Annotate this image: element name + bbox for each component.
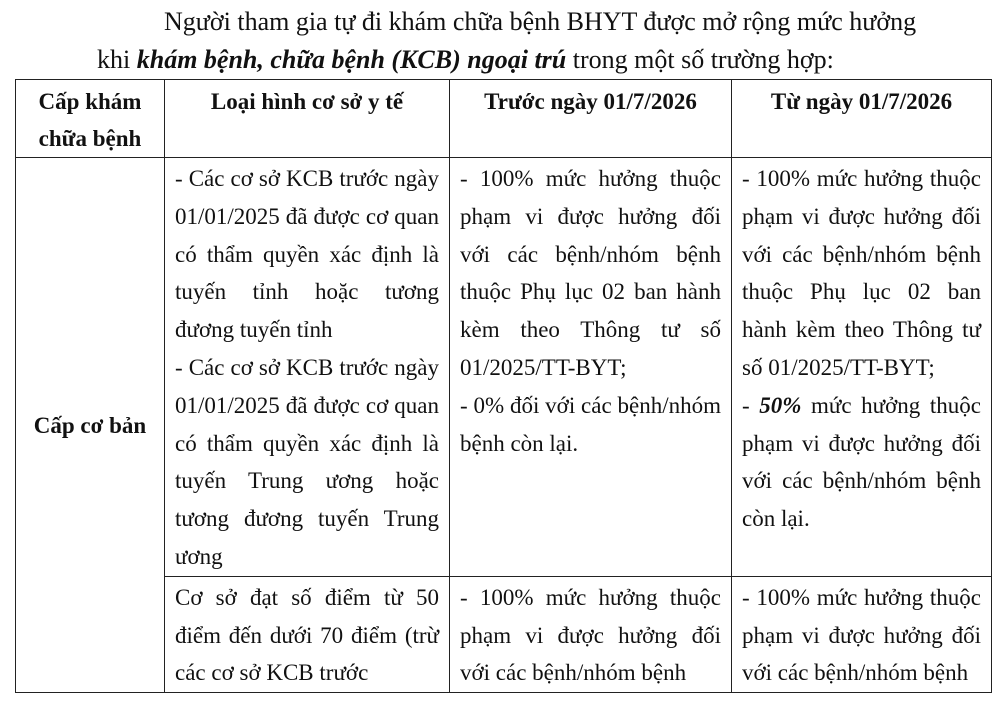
after-other-prefix: - xyxy=(742,392,760,418)
level-cell: Cấp cơ bản xyxy=(16,158,165,693)
header-facility-type: Loại hình cơ sở y tế xyxy=(165,80,450,158)
before-other-rate: - 0% đối với các bệnh/nhóm bệnh còn lại. xyxy=(460,392,721,456)
after-appendix-rate: - 100% mức hưởng thuộc phạm vi được hưởng đối với các bệnh/nhóm bệnh thuộc Phụ lục 02 ban hành kèm theo Thông tư số 01/2025/TT-BYT; xyxy=(742,166,981,380)
before-cell-2: - 100% mức hưởng thuộc phạm vi được hưởng đối với các bệnh/nhóm bệnh xyxy=(450,576,732,692)
before-appendix-rate: - 100% mức hưởng thuộc phạm vi được hưởng đối với các bệnh/nhóm bệnh thuộc Phụ lục 02 ban hành kèm theo Thông tư số 01/2025/TT-BYT; xyxy=(460,166,721,380)
after-other-rate xyxy=(742,387,981,538)
facility-cell xyxy=(165,158,450,577)
intro-text xyxy=(0,0,1000,79)
table-header-row xyxy=(16,80,992,158)
header-level: Cấp khám chữa bệnh xyxy=(16,80,165,158)
intro-line-2 xyxy=(0,41,1000,79)
intro-line-1: Người tham gia tự đi khám chữa bệnh BHYT được mở rộng mức hưởng xyxy=(164,7,917,36)
benefit-table xyxy=(15,79,992,693)
intro-emphasis: khám bệnh, chữa bệnh (KCB) ngoại trú xyxy=(136,45,567,74)
facility-provincial: - Các cơ sở KCB trước ngày 01/01/2025 đã được cơ quan có thẩm quyền xác định là tuyến tỉnh hoặc tương đương tuyến tỉnh xyxy=(175,166,439,343)
header-from-date: Từ ngày 01/7/2026 xyxy=(732,80,992,158)
after-other-suffix: mức hưởng thuộc phạm vi được hưởng đối với các bệnh/nhóm bệnh còn lại. xyxy=(742,392,981,532)
facility-cell-2: Cơ sở đạt số điểm từ 50 điểm đến dưới 70 điểm (trừ các cơ sở KCB trước xyxy=(165,576,450,692)
after-cell xyxy=(732,158,992,577)
header-before-date: Trước ngày 01/7/2026 xyxy=(450,80,732,158)
after-other-percent: 50% xyxy=(759,392,802,418)
after-cell-2: - 100% mức hưởng thuộc phạm vi được hưởng đối với các bệnh/nhóm bệnh xyxy=(732,576,992,692)
intro-line-2-suffix: trong một số trường hợp: xyxy=(566,45,834,74)
facility-central: - Các cơ sở KCB trước ngày 01/01/2025 đã được cơ quan có thẩm quyền xác định là tuyến Trung ương hoặc tương đương tuyến Trung ương xyxy=(175,354,439,569)
table-row xyxy=(16,158,992,577)
before-cell xyxy=(450,158,732,577)
intro-line-2-prefix: khi xyxy=(97,45,137,74)
